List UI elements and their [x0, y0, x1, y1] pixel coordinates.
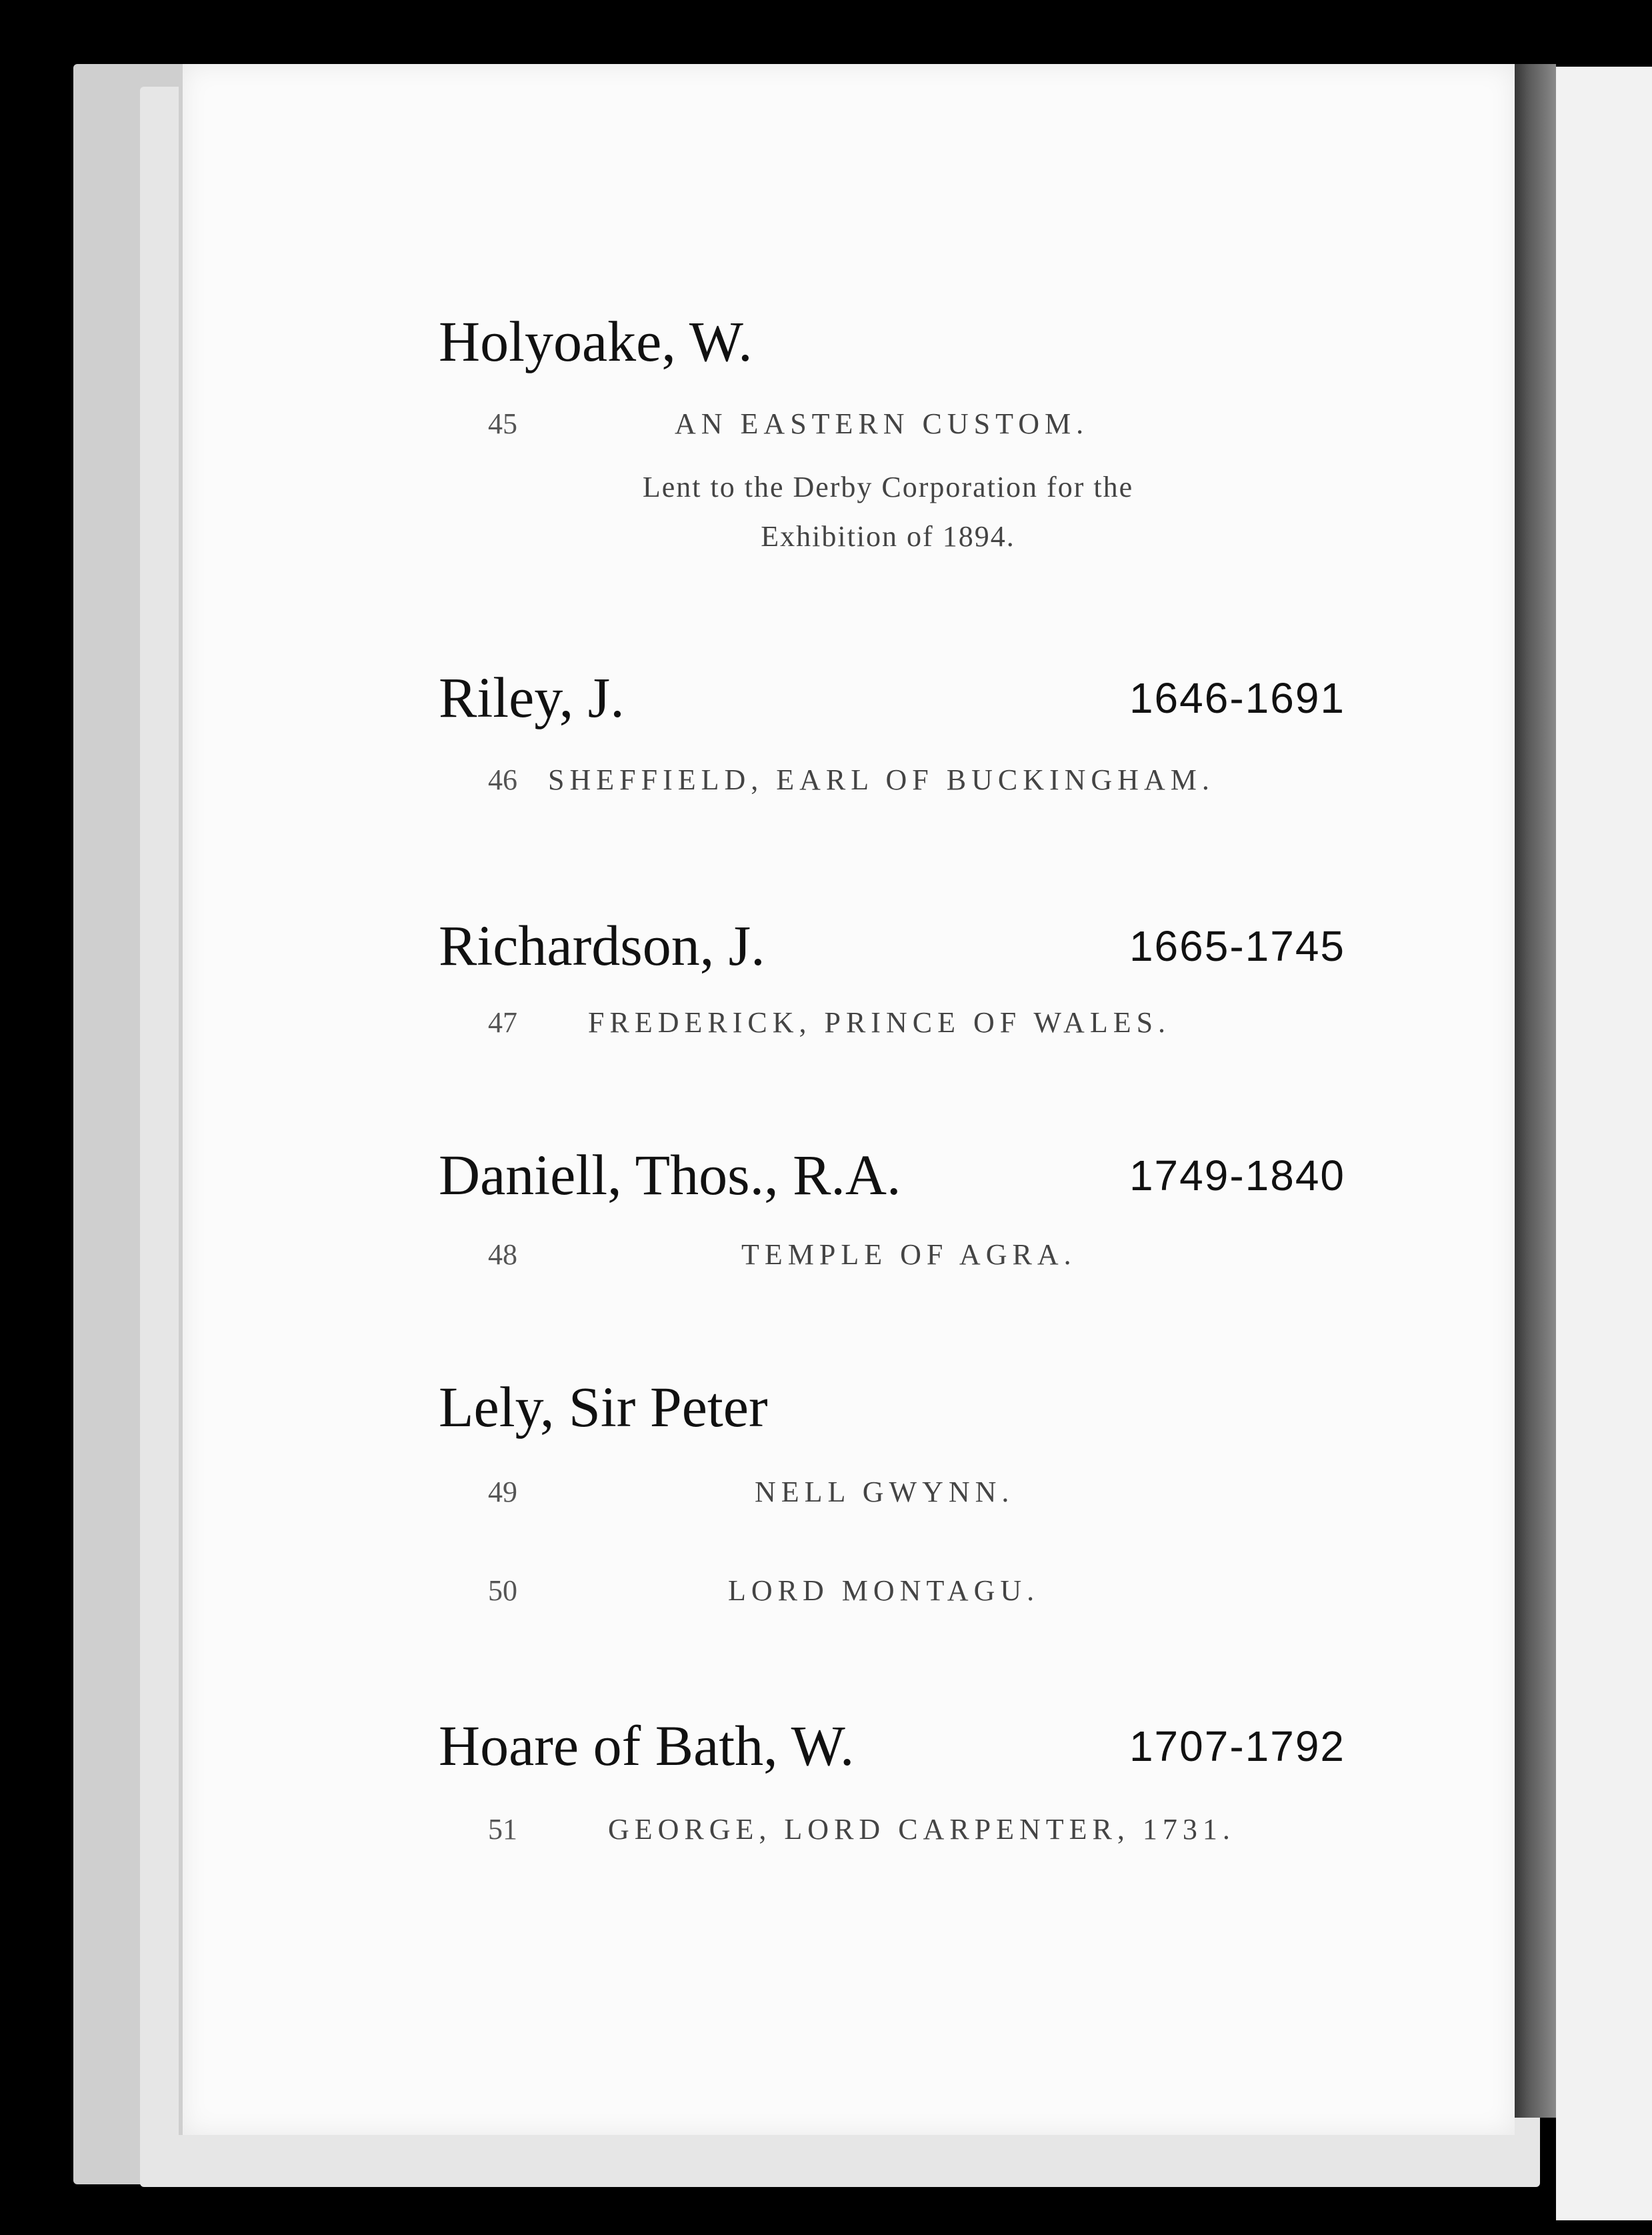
artwork-title: FREDERICK, PRINCE OF WALES. — [588, 1006, 1171, 1039]
artist-name: Lely, Sir Peter — [439, 1375, 768, 1439]
catalogue-entry — [439, 1374, 1345, 1627]
artwork-item — [488, 407, 1315, 567]
artwork-title: GEORGE, LORD CARPENTER, 1731. — [608, 1813, 1235, 1846]
artwork-note-line-1: Lent to the Derby Corporation for the — [642, 471, 1134, 503]
artwork-item — [488, 1475, 1315, 1515]
spine-shadow — [1511, 64, 1556, 2118]
artwork-title: LORD MONTAGU. — [728, 1574, 1040, 1607]
artist-dates: 1646-1691 — [1129, 674, 1345, 722]
facing-page-edge — [1556, 67, 1652, 2220]
artist-name: Holyoake, W. — [439, 309, 753, 373]
artist-dates: 1749-1840 — [1129, 1152, 1345, 1200]
artist-dates: 1665-1745 — [1129, 922, 1345, 970]
artwork-item — [488, 763, 1315, 803]
artist-name: Hoare of Bath, W. — [439, 1714, 855, 1778]
artist-name: Richardson, J. — [439, 913, 765, 977]
catalogue-entry — [439, 1142, 1345, 1295]
artwork-title: TEMPLE OF AGRA. — [741, 1238, 1077, 1271]
artist-name: Daniell, Thos., R.A. — [439, 1143, 901, 1207]
artist-name: Riley, J. — [439, 665, 625, 729]
artwork-number: 45 — [488, 407, 517, 440]
artwork-title: NELL GWYNN. — [755, 1476, 1015, 1508]
catalogue-entry — [439, 912, 1345, 1065]
artwork-title: SHEFFIELD, EARL OF BUCKINGHAM. — [548, 763, 1215, 796]
artwork-number: 47 — [488, 1006, 517, 1039]
artwork-number: 49 — [488, 1476, 517, 1508]
artwork-item — [488, 1574, 1315, 1614]
artwork-number: 51 — [488, 1813, 517, 1846]
artwork-item — [488, 1812, 1315, 1852]
catalogue-entry — [439, 308, 1345, 575]
artwork-title: AN EASTERN CUSTOM. — [675, 407, 1089, 440]
artwork-item — [488, 1238, 1315, 1278]
artwork-number: 46 — [488, 763, 517, 796]
artwork-number: 48 — [488, 1238, 517, 1271]
artwork-number: 50 — [488, 1574, 517, 1607]
catalogue-entry — [439, 1712, 1345, 1866]
artwork-note-line-2: Exhibition of 1894. — [761, 520, 1015, 553]
artwork-item — [488, 1005, 1315, 1045]
catalogue-entry — [439, 664, 1345, 824]
artist-dates: 1707-1792 — [1129, 1722, 1345, 1770]
